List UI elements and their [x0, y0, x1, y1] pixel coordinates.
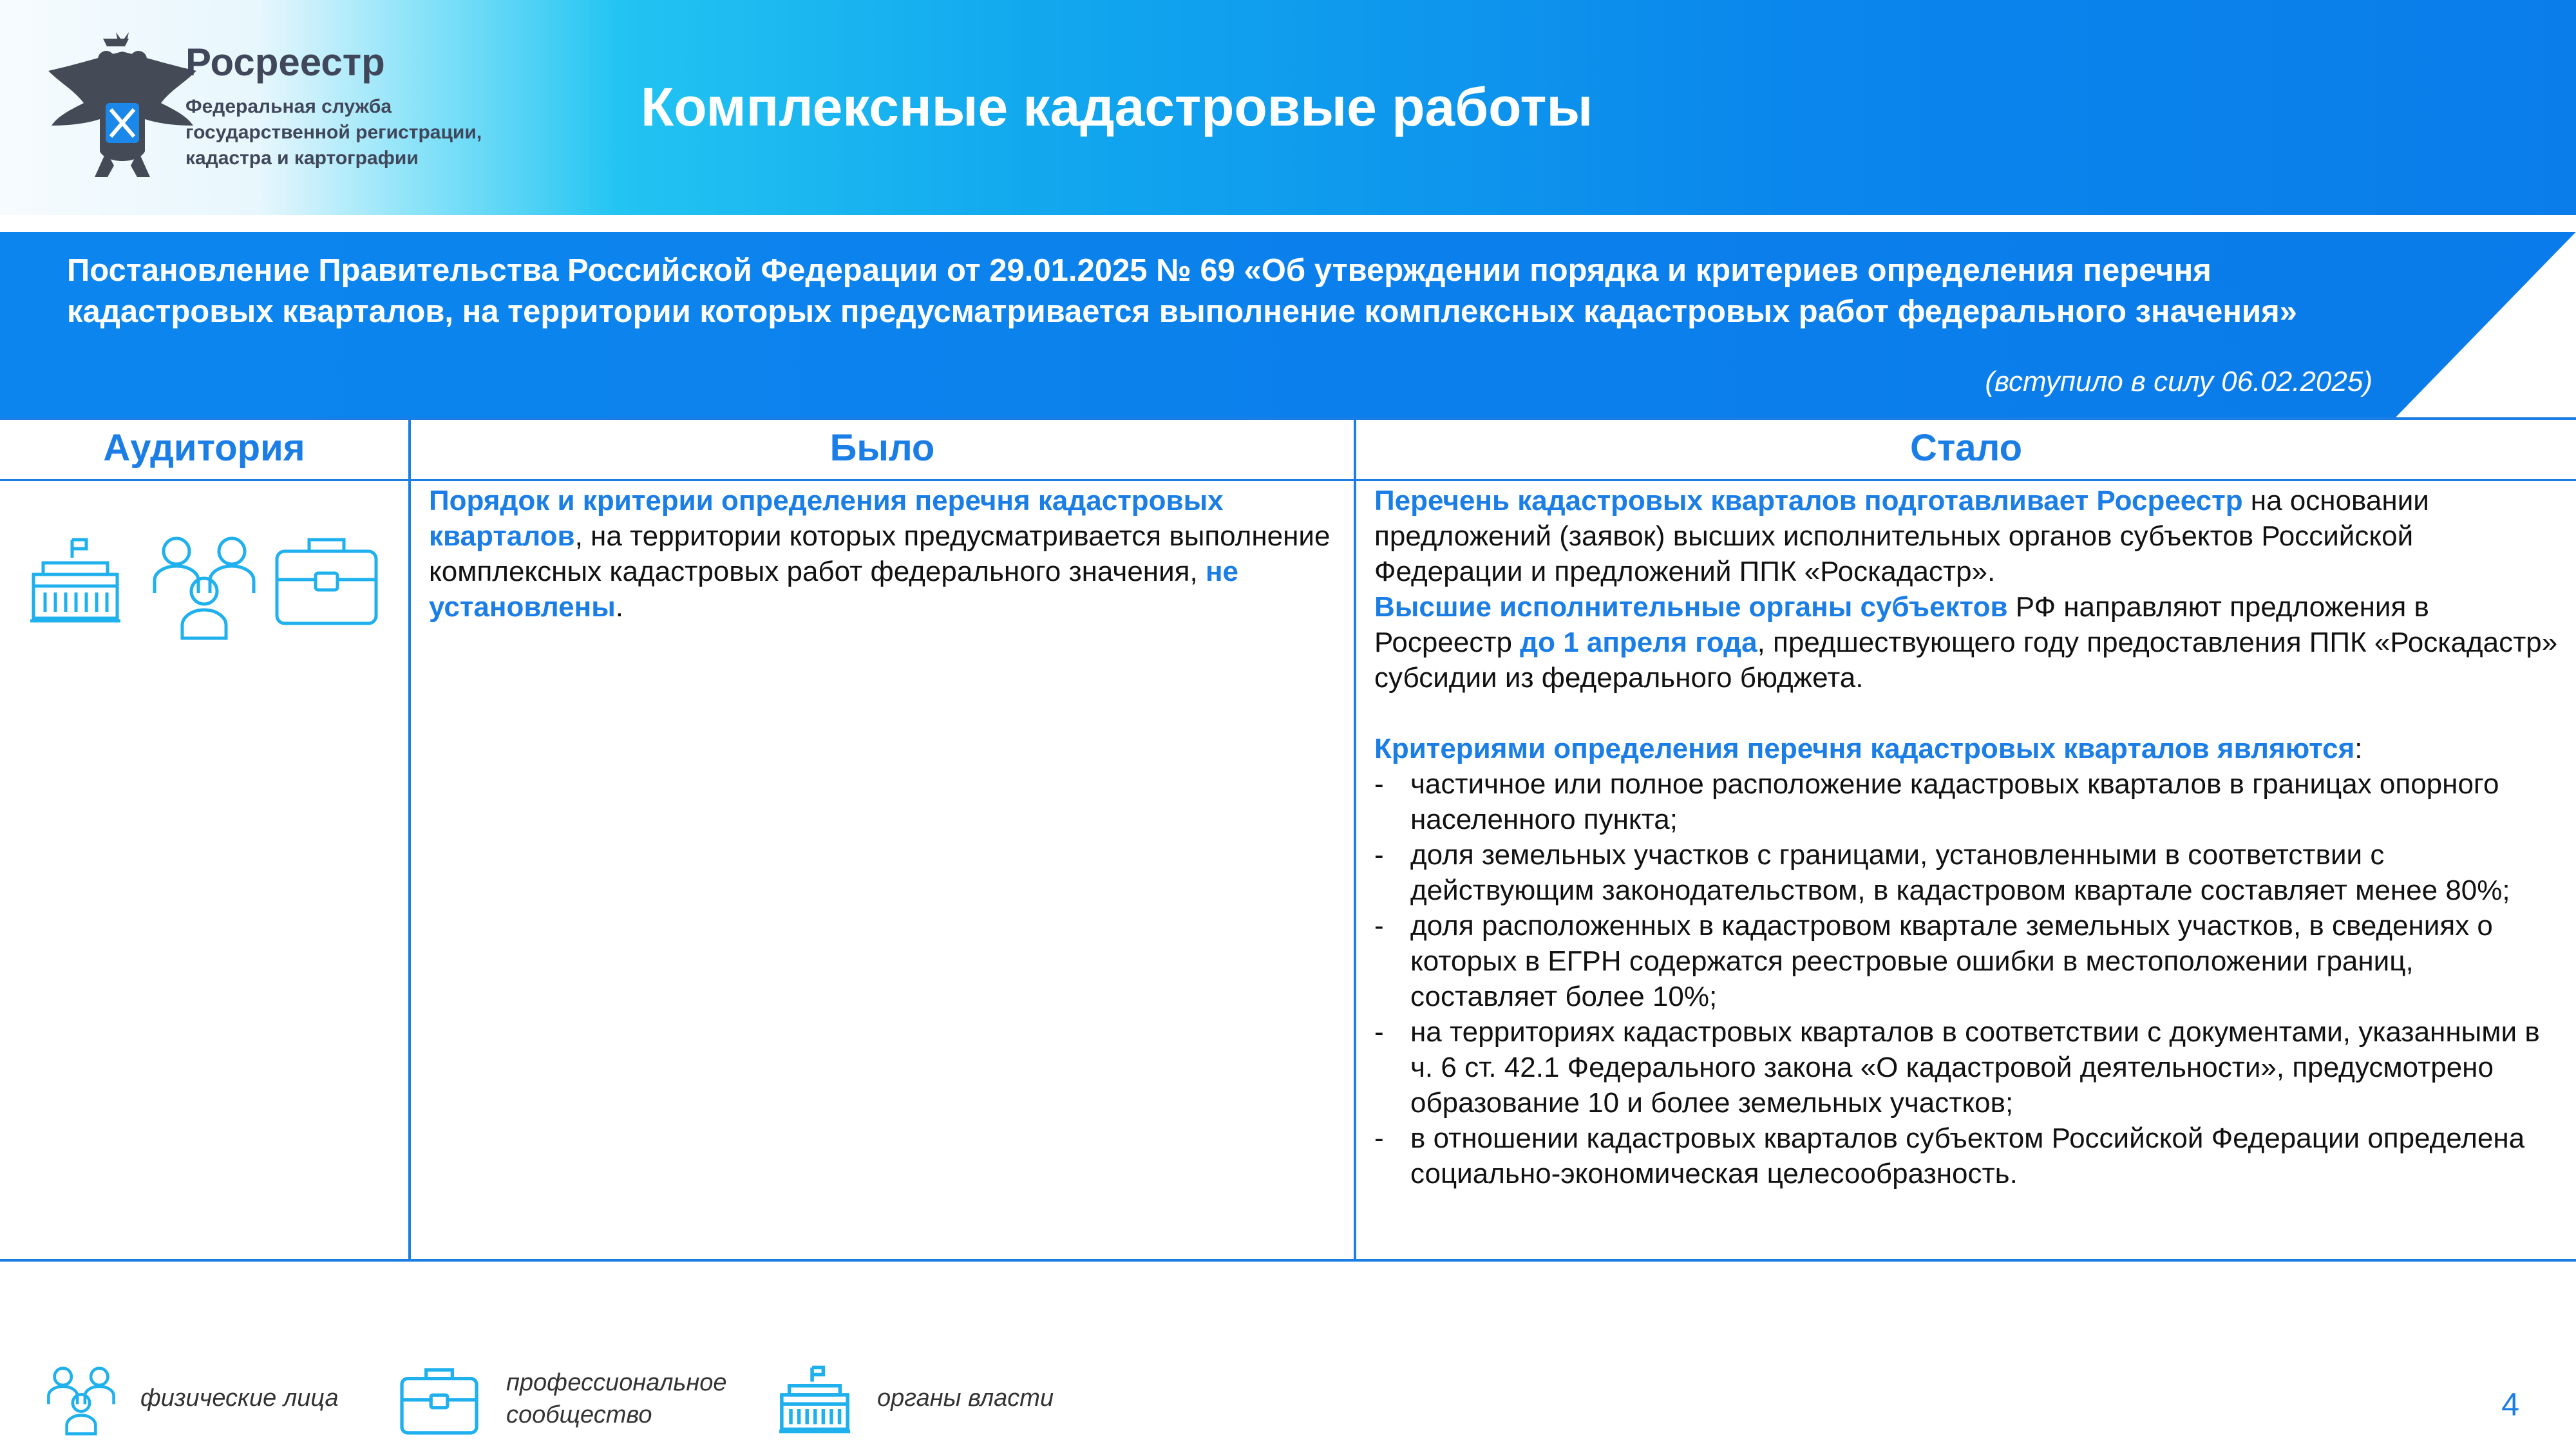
criteria-text: на территориях кадастровых кварталов в соответствии с документами, указанными в ч. 6 ст. 42.1 Федерального закона «О кадастровой деятельности», предусмотрено образование 10 и более земельных участков;: [1410, 1016, 2540, 1119]
criteria-list-item: [1374, 1014, 2562, 1121]
table-divider: [1354, 417, 1356, 1261]
people-group-icon: [45, 1364, 117, 1438]
highlight-text: Порядок и критерии определения перечня кадастровых кварталов: [429, 485, 1224, 552]
column-header-after: Стало: [1909, 427, 2023, 469]
government-building-icon: [777, 1361, 853, 1437]
criteria-text: в отношении кадастровых кварталов субъектом Российской Федерации определена социально-экономическая целесообразность.: [1410, 1122, 2525, 1189]
page-number: 4: [2501, 1387, 2519, 1423]
table-divider: [408, 417, 411, 1261]
logo-subtitle: [185, 94, 520, 171]
criteria-list-item: [1374, 766, 2562, 837]
after-cell: [1374, 483, 2562, 1191]
body-text: :: [2354, 733, 2363, 764]
highlight-text: Перечень кадастровых кварталов подготавливает Росреестр: [1374, 485, 2243, 516]
logo-subtitle-line: кадастра и картографии: [185, 147, 419, 169]
body-text: на основании предложений (заявок) высших исполнительных органов субъектов Российской Федерации и предложений ППК «Роскадастр».: [1374, 485, 2429, 587]
legend-label: физические лица: [140, 1385, 339, 1412]
criteria-text: частичное или полное расположение кадастровых кварталов в границах опорного населенного пункта;: [1410, 768, 2499, 835]
logo-subtitle-line: Федеральная служба: [185, 96, 392, 117]
highlight-text: Критериями определения перечня кадастровых кварталов являются: [1374, 733, 2355, 764]
logo-subtitle-line: государственной регистрации,: [185, 122, 482, 143]
logo-name: Росреестр: [185, 41, 385, 84]
criteria-text: доля расположенных в кадастровом квартале земельных участков, в сведениях о которых в ЕГРН содержатся реестровые ошибки в местоположении границ, составляет более 10%;: [1410, 910, 2493, 1012]
highlight-text: не установлены: [429, 556, 1239, 623]
briefcase-icon: [398, 1364, 480, 1437]
bullet-marker: -: [1374, 1016, 1384, 1048]
table-bottom-border: [0, 1259, 2576, 1262]
highlight-text: Высшие исполнительные органы субъектов: [1374, 591, 2008, 623]
criteria-list-item: [1374, 908, 2562, 1014]
column-header-before: Было: [829, 427, 935, 469]
legend-label: профессиональное сообщество: [506, 1369, 727, 1428]
page-title: Комплексные кадастровые работы: [641, 77, 1593, 137]
legend-label: органы власти: [877, 1385, 1054, 1412]
criteria-text: доля земельных участков с границами, установленными в соответствии с действующим законодательством, в кадастровом квартале составляет менее 80%;: [1410, 839, 2510, 906]
effective-date: (вступило в силу 06.02.2025): [1985, 366, 2372, 397]
criteria-list-item: [1374, 1121, 2562, 1191]
body-text: , предшествующего году предоставления ППК «Роскадастр» субсидии из федерального бюджета.: [1374, 627, 2558, 694]
before-cell: [429, 483, 1337, 625]
body-text: РФ направляют предложения в Росреестр: [1374, 591, 2429, 658]
highlight-text: до 1 апреля года: [1520, 627, 1757, 658]
people-group-icon: [149, 532, 259, 645]
bullet-marker: -: [1374, 768, 1384, 800]
table-header-border: [0, 479, 2576, 481]
government-building-icon: [27, 532, 124, 629]
criteria-list-item: [1374, 837, 2562, 908]
decree-title: Постановление Правительства Российской Федерации от 29.01.2025 № 69 «Об утверждении порядка и критериев определения перечня кадастровых кварталов, на территории которых предусматривается выполнение комплексных кадастровых работ федерального значения»: [67, 253, 2297, 329]
bullet-marker: -: [1374, 839, 1384, 871]
bullet-marker: -: [1374, 910, 1384, 942]
bullet-marker: -: [1374, 1122, 1384, 1154]
table-top-border: [0, 417, 2576, 420]
briefcase-icon: [272, 532, 381, 629]
body-text: , на территории которых предусматривается выполнение комплексных кадастровых работ федерального значения,: [429, 520, 1331, 587]
column-header-audience: Аудитория: [103, 427, 305, 469]
body-text: .: [615, 591, 624, 623]
